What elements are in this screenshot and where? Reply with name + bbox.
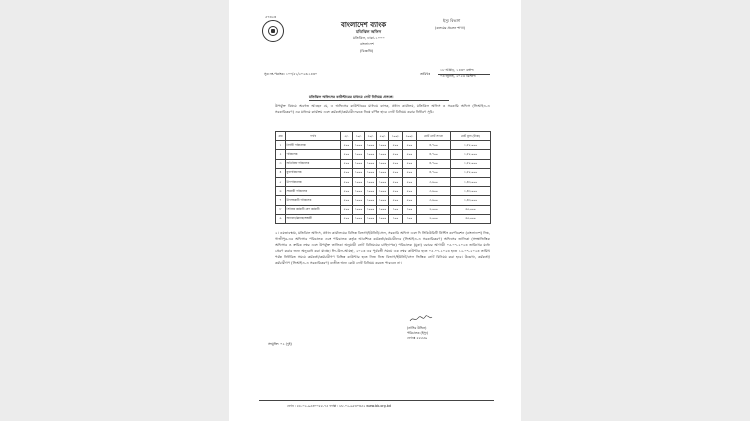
table-row — [276, 177, 491, 186]
table-cell: অন্যান্য/ক্লিনার/অস্থায়ী — [286, 214, 341, 223]
footer-contact: ফোন : ৮৮-০২-৯৫৩০০৫৫-৭৫ ফ্যাক্স : ৮৮-০২-৯৫৩০৩৫২ www.bb.org.bd — [287, 404, 391, 408]
table-cell: ১০০০ — [377, 141, 389, 150]
table-cell: ১,৮৫,০০০ — [451, 159, 491, 168]
table-cell: ১০০০ — [353, 141, 365, 150]
table-cell: অতিরিক্ত পরিচালক — [286, 159, 341, 168]
table-cell: ৫০০ — [403, 187, 417, 196]
table-cell: ১০০০ — [365, 159, 377, 168]
header-cell: মোট মূল্য (টাকা) — [451, 132, 491, 141]
table-row — [276, 150, 491, 159]
subject-line: মতিঝিল অফিসের কাউন্টারের মাধ্যমে নোট বিনিময় প্রসঙ্গে। — [309, 95, 394, 99]
table-cell: ৫০০ — [389, 150, 403, 159]
bank-seal-icon — [262, 20, 284, 42]
date-english: ০৩ জুলাই, ২০২৩ খ্রিস্টাব্দ — [440, 74, 476, 78]
table-cell: পরিচালক — [286, 150, 341, 159]
table-row — [276, 141, 491, 150]
table-cell: ৫০০ — [403, 150, 417, 159]
header-cell: পদবি — [286, 132, 341, 141]
table-cell: ১০০০ — [353, 159, 365, 168]
table-header-row — [276, 132, 491, 141]
signatory-phone: ফোনঃ ৫৫৫৫৯ — [407, 336, 428, 340]
table-cell: ১০০০ — [353, 168, 365, 177]
table-cell: ১০০০ — [365, 150, 377, 159]
note-exchange-table — [275, 131, 491, 224]
table-cell: ৫০০ — [389, 141, 403, 150]
table-cell: ২ — [276, 150, 286, 159]
table-cell: যুগ্মপরিচালক — [286, 168, 341, 177]
table-cell: ১০০০ — [365, 196, 377, 205]
table-row — [276, 214, 491, 223]
table-cell: সিনিয়র কর্মচারী গ্রুপ কর্মচারী — [286, 205, 341, 214]
department-sub: (কলমের প্রচলন শাখা) — [435, 26, 465, 30]
table-cell: ১০০০ — [365, 205, 377, 214]
table-row — [276, 168, 491, 177]
body-paragraph: ২। এমতাবস্থায়, মতিঝিল অফিস, প্রধান কার্যালয়ের বিভিন্ন বিভাগ/ইউনিট/সেল, সরকারি অফিস এবং দি সিকিউরিটি প্রিন্টিং কর্পোরেশন (বাংলাদেশ) লিঃ, গাজীপুর-এর অফিসার পরিচালক এবং পরিচালক কর্তৃক আবশ্যিক কর্মকর্তা/কর্মচারীদের (সিআইএ-এ সরকারিকরণ) অফিসের তালিকা (সংস্থাভিত্তিক অফিসার ও ক্রমিক নম্বর এবং উপর্যুক্ত তালিকা অনুযায়ী নোট বিনিময়ের চাহিদাপত্র) পরিচালক (মুদ্রা) বরাবর আগামী ০৫.০৭.২০২৩ তারিখের মধ্যে প্রেরণ করার জন্য অনুরোধ করা যাচ্ছে। ঈদ-উল-আযহা, ২০২৩ এর পূর্ববর্তী সময়ে এক নম্বর কাউন্টার হতে ০৫.০৭.২০২৩ হতে ১২.০৭.২০২৩ তারিখ পর্যন্ত নির্ধারিত সময়ে কর্মকর্তা/কর্মচারীগণ বিভিন্ন কাউন্টার হতে নিজ নিজ বিভাগ/ইউনিট/সেল ভিত্তিক নোট বিনিময় করা হবে। উল্লেখ্য, কর্মকর্তা/কর্মচারীগণ (সিআইএ-এ সরকারিকরণ) ব্যতীত অন্য কেউ নোট বিনিময় করতে পারবেন না। — [275, 231, 490, 265]
table-cell: ১০০ — [389, 214, 403, 223]
table-row — [276, 187, 491, 196]
table-cell: ১০০০ — [377, 214, 389, 223]
table-cell: ১০০০ — [353, 187, 365, 196]
table-cell: ১,৮৫,০০০ — [451, 168, 491, 177]
table-cell: ১০০০ — [365, 168, 377, 177]
signature-icon — [409, 315, 433, 323]
table-cell: ৫০০ — [341, 214, 353, 223]
table-cell: উপপরিচালক — [286, 177, 341, 186]
table-cell: ৩,৯০০ — [417, 177, 451, 186]
country-name: বাংলাদেশ — [360, 42, 374, 46]
office-address: মতিঝিল, ঢাকা-১০০০ — [353, 36, 385, 40]
table-cell: ৪,৭০০ — [417, 159, 451, 168]
table-cell: ১,৮৫,০০০ — [451, 141, 491, 150]
table-cell: ৫০০ — [403, 168, 417, 177]
top-left-reference: ৫৭৩২৩ — [265, 15, 277, 19]
date-bangla: ১৮ আষাঢ়, ১৪৩০ বঙ্গাব্দ — [440, 68, 474, 72]
table-cell: ১০০০ — [377, 168, 389, 177]
table-cell: ১০০০ — [365, 141, 377, 150]
table-cell: ৪,৭০০ — [417, 150, 451, 159]
intro-paragraph: উপর্যুক্ত বিষয়ে অবগত আছেন যে, এ অফিসের কাউন্টারের মাধ্যমে ব্যাংক, প্রধান কার্যালয়, মতিঝিল অফিস ও সরকারি অফিস (সিআইএ-এ সরকারিকরণ) এর মাধ্যমে কার্যক্রম এবং কর্মকর্তা/কর্মচারীদেরকে নিম্নে বর্ণিত হারে নোট বিনিময় করার নির্ধারণ সূচি: — [275, 104, 490, 114]
table-cell: ১০০০ — [353, 177, 365, 186]
table-cell: ১০০০ — [353, 214, 365, 223]
table-cell: ৯ — [276, 214, 286, 223]
table-cell: ১০০ — [403, 214, 417, 223]
signatory-name: (নাসির উদ্দিন) — [407, 326, 427, 330]
table-cell: ৭ — [276, 196, 286, 205]
table-cell: ৫০০ — [341, 159, 353, 168]
table-cell: ৫০০ — [341, 187, 353, 196]
table-cell: সহকারী পরিচালক — [286, 187, 341, 196]
table-cell: ৫০০ — [341, 141, 353, 150]
table-cell: উপসহকারী পরিচালক — [286, 196, 341, 205]
table-cell: ১০০০ — [365, 177, 377, 186]
memo-number: সূত্র নং-পত্রাংক: ১০০/৫১/২০২৩-১৪৩০ — [264, 72, 317, 76]
notice-label: (বিজ্ঞপ্তি) — [360, 49, 374, 53]
header-cell: ক্রম — [276, 132, 286, 141]
table-cell: ২,০০০ — [417, 214, 451, 223]
table-cell: নির্বাহী পরিচালক — [286, 141, 341, 150]
table-cell: ৫০০ — [341, 168, 353, 177]
table-cell: ৬ — [276, 187, 286, 196]
table-cell: ১০০০ — [353, 150, 365, 159]
table-cell: ৫০০ — [341, 196, 353, 205]
table-cell: ১০০০ — [365, 187, 377, 196]
table-cell: ১০০০ — [353, 196, 365, 205]
header-cell: ১০/- — [353, 132, 365, 141]
header-cell: ১০০/- — [389, 132, 403, 141]
header-cell: ২০/- — [365, 132, 377, 141]
table-row — [276, 205, 491, 214]
table-cell: ১০০০ — [377, 150, 389, 159]
table-cell: ৫০০ — [389, 168, 403, 177]
table-cell: ৩,৯০০ — [417, 187, 451, 196]
table-cell: ৫০০ — [341, 150, 353, 159]
date-label: তারিখঃ — [420, 72, 431, 76]
table-cell: ৩,৯০০ — [417, 196, 451, 205]
table-cell: ৩ — [276, 159, 286, 168]
table-cell: ৫ — [276, 177, 286, 186]
table-cell: ৫০০ — [389, 187, 403, 196]
table-cell: ১০০০ — [377, 177, 389, 186]
table-cell: ১,৪৩,০০০ — [451, 177, 491, 186]
department-name: ইস্যু বিভাগ — [443, 18, 461, 23]
table-row — [276, 159, 491, 168]
table-cell: ১০০ — [389, 205, 403, 214]
table-cell: ৮ — [276, 205, 286, 214]
table-cell: ১০০ — [403, 205, 417, 214]
table-cell: ৬৫,০০০ — [451, 214, 491, 223]
attachment-note: সংযুক্তি: ০২ (দুই) — [268, 342, 292, 346]
table-cell: ১০০০ — [377, 205, 389, 214]
table-cell: ১০০০ — [377, 196, 389, 205]
table-cell: ৪,৭০০ — [417, 168, 451, 177]
office-name: মতিঝিল অফিস — [356, 29, 382, 34]
table-cell: ১০০০ — [353, 205, 365, 214]
table-cell: ৪,৭০০ — [417, 141, 451, 150]
table-cell: ৫০০ — [389, 177, 403, 186]
table-cell: ৬৫,০০০ — [451, 205, 491, 214]
header-cell: মোট নোট সংখ্যা — [417, 132, 451, 141]
document-page — [229, 0, 521, 421]
table-cell: ১০০০ — [377, 159, 389, 168]
table-cell: ১০০০ — [377, 187, 389, 196]
table-cell: ১,৪৩,০০০ — [451, 196, 491, 205]
table-cell: ১,৮৫,০০০ — [451, 150, 491, 159]
header-cell: ৫/- — [341, 132, 353, 141]
table-cell: ৫০০ — [389, 196, 403, 205]
table-cell: ৫০০ — [403, 196, 417, 205]
table-cell: ১,৪৩,০০০ — [451, 187, 491, 196]
table-cell: ৪ — [276, 168, 286, 177]
table-cell: ৫০০ — [341, 177, 353, 186]
table-cell: ১০০০ — [365, 214, 377, 223]
table-cell: ২,০০০ — [417, 205, 451, 214]
header-cell: ২০০/- — [403, 132, 417, 141]
bank-name: বাংলাদেশ ব্যাংক — [341, 20, 387, 29]
table-row — [276, 196, 491, 205]
table-cell: ৫০০ — [389, 159, 403, 168]
table-cell: ১ — [276, 141, 286, 150]
table-cell: ৫০০ — [403, 177, 417, 186]
signatory-title: পরিচালক (ইস্যু) — [407, 331, 428, 335]
table-cell: ৫০০ — [403, 141, 417, 150]
header-cell: ৫০/- — [377, 132, 389, 141]
table-cell: ৫০০ — [341, 205, 353, 214]
table-cell: ৫০০ — [403, 159, 417, 168]
